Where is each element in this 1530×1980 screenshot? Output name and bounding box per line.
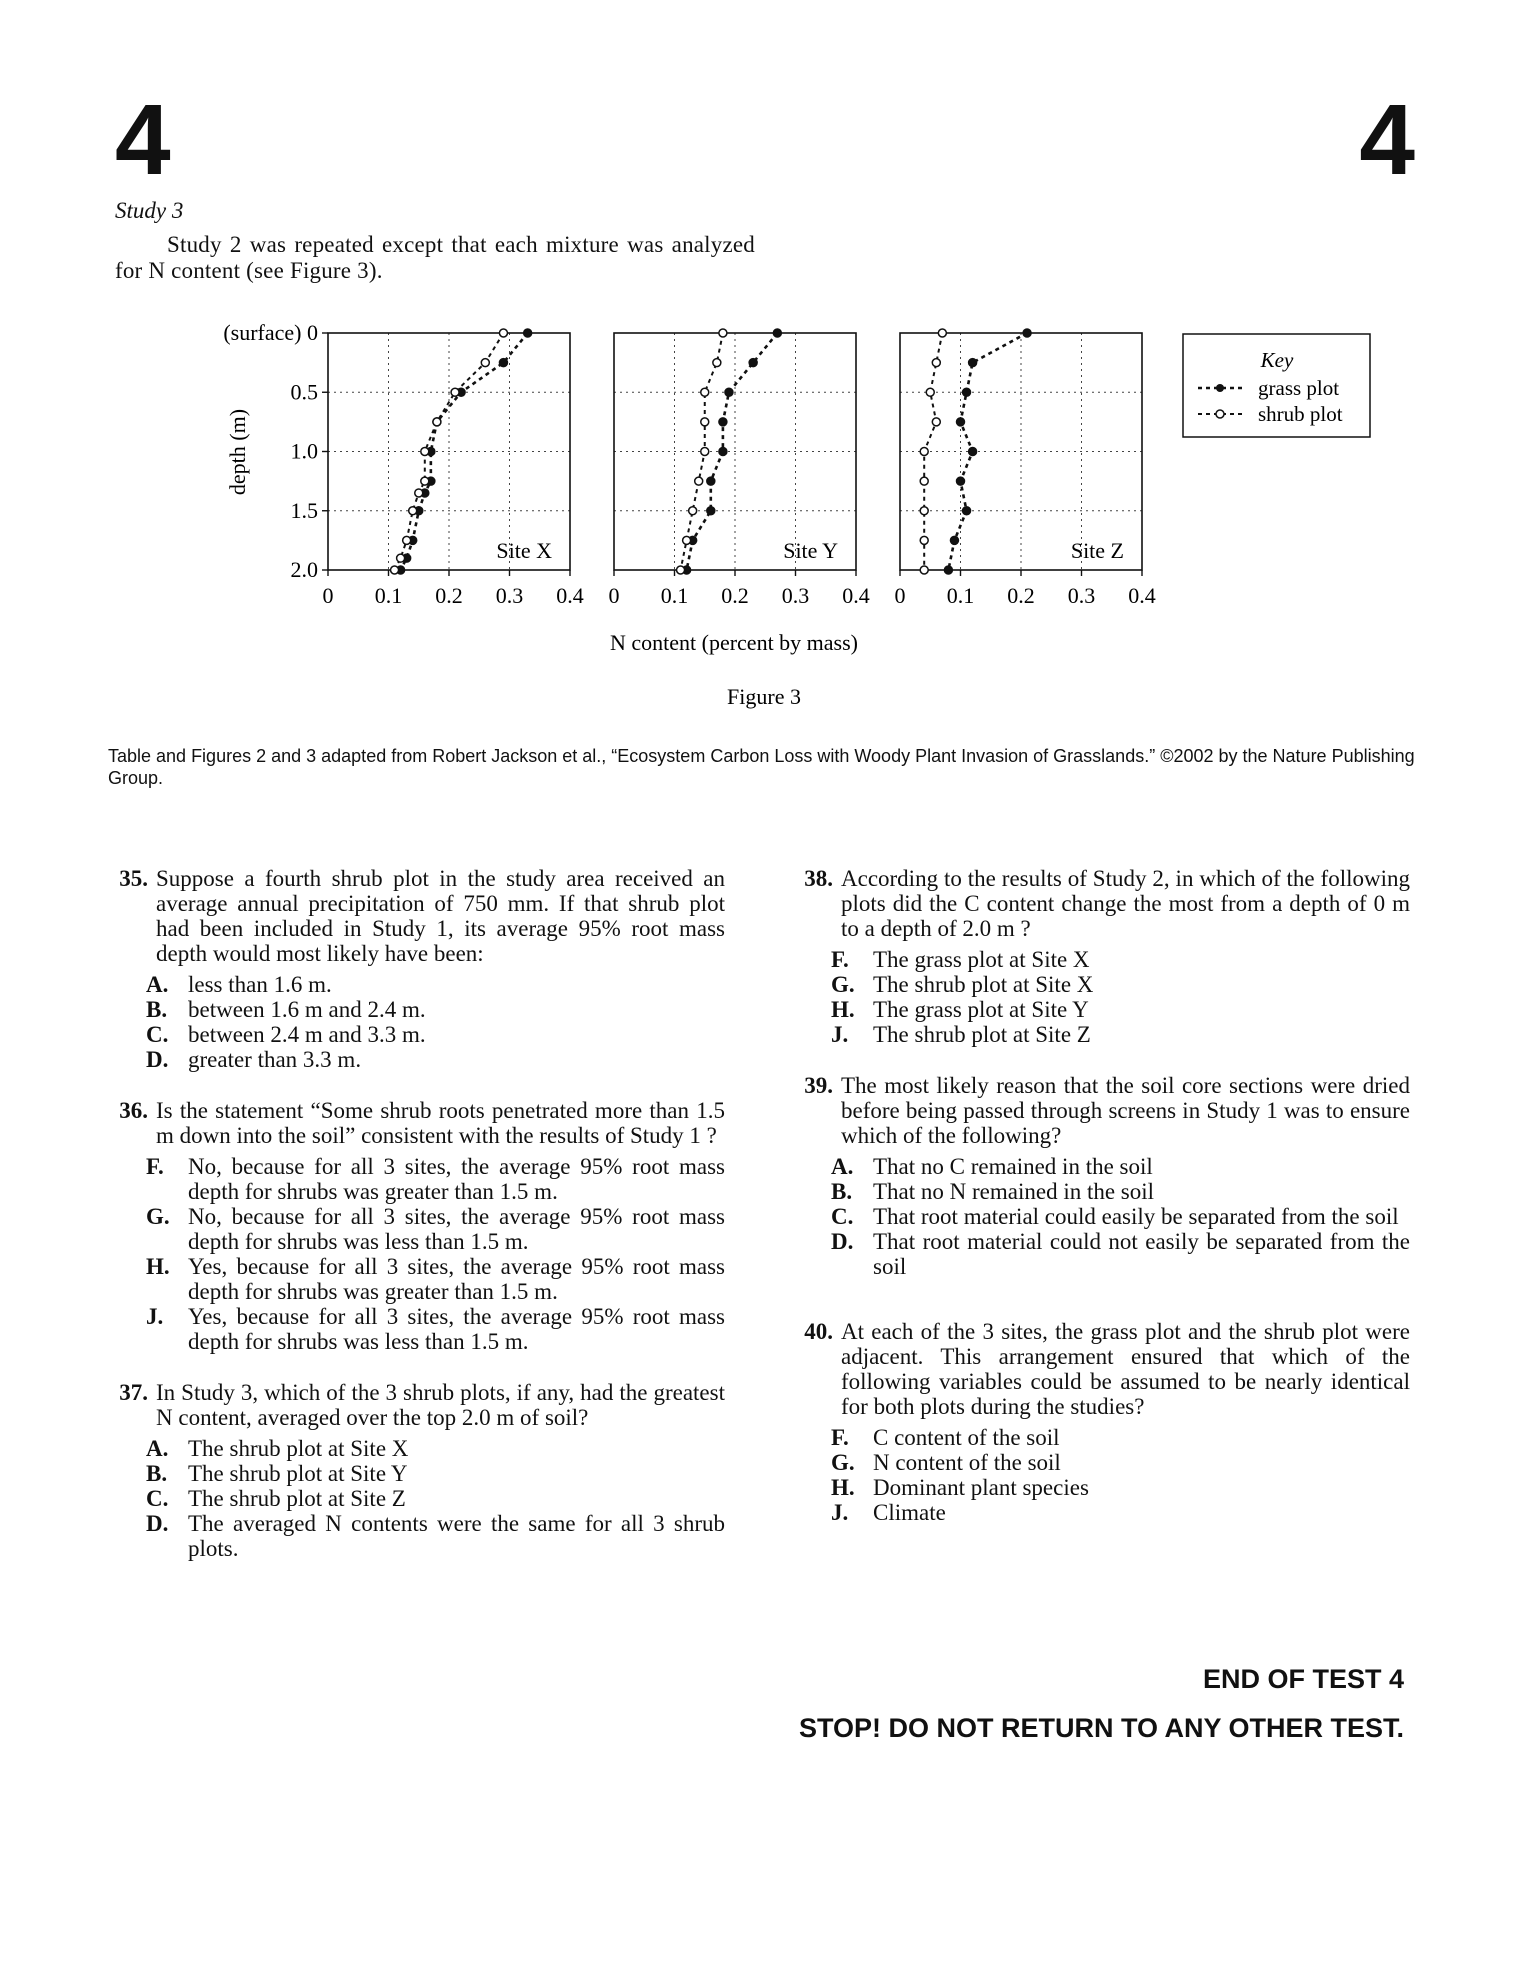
option-letter: A.: [831, 1154, 854, 1179]
option-text: greater than 3.3 m.: [188, 1047, 362, 1072]
option-letter: J.: [831, 1500, 849, 1525]
option-letter: B.: [146, 1461, 168, 1486]
question-text: At each of the 3 sites, the grass plot and the shrub plot were adjacent. This arrangement ensured that which of the following variables could be assumed to be nearly identical for both plots during the studies?: [841, 1319, 1410, 1419]
answer-option[interactable]: [831, 1154, 1410, 1179]
x-tick-label: 0.2: [1007, 583, 1035, 608]
grass-data-point: [969, 359, 977, 367]
answer-option[interactable]: [146, 1254, 725, 1304]
x-tick-label: 0.4: [1128, 583, 1156, 608]
option-letter: D.: [831, 1229, 854, 1254]
grass-data-point: [707, 477, 715, 485]
question-number: 35.: [119, 866, 148, 891]
shrub-data-point: [701, 418, 709, 426]
option-text: The shrub plot at Site Z: [188, 1486, 406, 1511]
option-letter: J.: [146, 1304, 164, 1329]
option-text: That no C remained in the soil: [873, 1154, 1153, 1179]
answer-option[interactable]: [146, 997, 725, 1022]
shrub-data-point: [689, 507, 697, 515]
option-text: The shrub plot at Site Y: [188, 1461, 408, 1486]
shrub-data-point: [701, 448, 709, 456]
option-text: The grass plot at Site X: [873, 947, 1090, 972]
grass-data-point: [944, 566, 952, 574]
answer-option[interactable]: [831, 1450, 1410, 1475]
question-40: [785, 1319, 1410, 1525]
grass-data-point: [773, 329, 781, 337]
question-text: The most likely reason that the soil core sections were dried before being passed through screens in Study 1 was to ensure which of the following?: [841, 1073, 1410, 1148]
x-tick-label: 0: [608, 583, 620, 608]
answer-option[interactable]: [146, 1154, 725, 1204]
question-number: 40.: [804, 1319, 833, 1344]
option-letter: F.: [146, 1154, 164, 1179]
option-letter: J.: [831, 1022, 849, 1047]
x-tick-label: 0.4: [556, 583, 584, 608]
option-text: C content of the soil: [873, 1425, 1060, 1450]
grass-data-point: [707, 507, 715, 515]
grass-data-point: [719, 418, 727, 426]
answer-option[interactable]: [146, 1486, 725, 1511]
shrub-data-point: [926, 388, 934, 396]
grass-data-point: [725, 388, 733, 396]
question-38: [785, 866, 1410, 1047]
option-text: between 2.4 m and 3.3 m.: [188, 1022, 426, 1047]
answer-option[interactable]: [146, 972, 725, 997]
option-text: less than 1.6 m.: [188, 972, 332, 997]
shrub-data-point: [683, 536, 691, 544]
option-text: Yes, because for all 3 sites, the average 95% root mass depth for shrubs was greater than 1.5 m.: [188, 1254, 725, 1304]
figure-credit: Table and Figures 2 and 3 adapted from Robert Jackson et al., “Ecosystem Carbon Loss with Woody Plant Invasion of Grasslands.” ©2002 by the Nature Publishing Group.: [108, 746, 1415, 788]
option-text: Yes, because for all 3 sites, the average 95% root mass depth for shrubs was less than 1.5 m.: [188, 1304, 725, 1354]
answer-option[interactable]: [146, 1047, 725, 1072]
answer-option[interactable]: [146, 1461, 725, 1486]
x-tick-label: 0.2: [435, 583, 463, 608]
answer-option[interactable]: [831, 947, 1410, 972]
page-number-left: 4: [115, 84, 171, 196]
option-letter: C.: [146, 1486, 169, 1511]
x-tick-label: 0: [322, 583, 334, 608]
option-letter: F.: [831, 1425, 849, 1450]
shrub-data-point: [451, 388, 459, 396]
legend-grass-marker: [1216, 384, 1224, 392]
option-letter: C.: [831, 1204, 854, 1229]
grass-data-point: [950, 536, 958, 544]
option-letter: B.: [831, 1179, 853, 1204]
option-text: between 1.6 m and 2.4 m.: [188, 997, 426, 1022]
option-letter: G.: [831, 1450, 855, 1475]
y-tick-label: 2.0: [290, 557, 318, 582]
study-description: Study 2 was repeated except that each mixture was analyzed for N content (see Figure 3).: [115, 232, 755, 283]
shrub-data-point: [397, 554, 405, 562]
shrub-data-point: [713, 359, 721, 367]
shrub-data-point: [932, 359, 940, 367]
option-text: That root material could easily be separated from the soil: [873, 1204, 1399, 1229]
end-of-test-heading: END OF TEST 4: [1202, 1664, 1404, 1694]
option-text: Dominant plant species: [873, 1475, 1089, 1500]
y-tick-label: 1.0: [290, 438, 318, 464]
shrub-data-point: [481, 359, 489, 367]
shrub-data-point: [499, 329, 507, 337]
question-number: 39.: [804, 1073, 833, 1098]
option-letter: G.: [831, 972, 855, 997]
grass-data-point: [499, 359, 507, 367]
option-text: That root material could not easily be separated from the soil: [873, 1229, 1410, 1279]
option-letter: C.: [146, 1022, 169, 1047]
shrub-data-point: [433, 418, 441, 426]
x-axis-label: N content (percent by mass): [609, 630, 859, 655]
figure-caption: Figure 3: [727, 684, 801, 709]
option-letter: H.: [146, 1254, 170, 1279]
grass-data-point: [963, 507, 971, 515]
grass-data-point: [957, 418, 965, 426]
shrub-data-point: [920, 507, 928, 515]
question-39: [785, 1073, 1410, 1279]
grass-data-point: [1023, 329, 1031, 337]
answer-option[interactable]: [831, 1204, 1410, 1229]
option-letter: G.: [146, 1204, 170, 1229]
shrub-data-point: [421, 448, 429, 456]
x-tick-label: 0.3: [781, 583, 810, 608]
shrub-data-point: [695, 477, 703, 485]
option-text: No, because for all 3 sites, the average 95% root mass depth for shrubs was less than 1.5 m.: [188, 1204, 725, 1254]
page-number-right: 4: [1359, 84, 1415, 196]
option-text: The grass plot at Site Y: [873, 997, 1089, 1022]
shrub-data-point: [403, 536, 411, 544]
shrub-data-point: [677, 566, 685, 574]
option-text: That no N remained in the soil: [873, 1179, 1155, 1204]
x-tick-label: 0.1: [374, 583, 403, 608]
x-tick-label: 0.1: [660, 583, 689, 608]
answer-option[interactable]: [146, 1022, 725, 1047]
stop-notice: STOP! DO NOT RETURN TO ANY OTHER TEST.: [798, 1713, 1404, 1743]
answer-option[interactable]: [146, 1436, 725, 1461]
option-letter: B.: [146, 997, 168, 1022]
grass-data-point: [969, 448, 977, 456]
answer-option[interactable]: [831, 1475, 1410, 1500]
questions-right-column: [785, 866, 1410, 1551]
shrub-data-point: [415, 489, 423, 497]
legend-shrub-marker: [1216, 410, 1224, 418]
answer-option[interactable]: [146, 1204, 725, 1254]
grass-data-point: [719, 448, 727, 456]
shrub-data-point: [719, 329, 727, 337]
grass-data-point: [963, 388, 971, 396]
x-tick-label: 0.4: [842, 583, 870, 608]
answer-option[interactable]: [831, 1500, 1410, 1525]
y-axis-label: depth (m): [225, 408, 250, 496]
shrub-data-point: [421, 477, 429, 485]
option-letter: D.: [146, 1047, 169, 1072]
question-text: Suppose a fourth shrub plot in the study area received an average annual precipitation of 750 mm. If that shrub plot had been included in Study 1, its average 95% root mass depth would most likely have been:: [156, 866, 725, 966]
option-letter: F.: [831, 947, 849, 972]
shrub-data-point: [920, 477, 928, 485]
grass-data-point: [749, 359, 757, 367]
x-tick-label: 0.3: [1067, 583, 1096, 608]
question-text: Is the statement “Some shrub roots penetrated more than 1.5 m down into the soil” consistent with the results of Study 1 ?: [156, 1098, 725, 1148]
shrub-data-point: [391, 566, 399, 574]
option-text: The averaged N contents were the same for all 3 shrub plots.: [188, 1511, 725, 1561]
answer-option[interactable]: [831, 1179, 1410, 1204]
option-text: The shrub plot at Site X: [188, 1436, 409, 1461]
option-letter: H.: [831, 1475, 855, 1500]
shrub-data-point: [938, 329, 946, 337]
x-tick-label: 0.2: [721, 583, 749, 608]
legend-grass-label: grass plot: [1258, 376, 1340, 400]
y-tick-label: 1.5: [290, 497, 318, 523]
option-letter: H.: [831, 997, 855, 1022]
shrub-data-point: [920, 566, 928, 574]
answer-option[interactable]: [146, 1511, 725, 1561]
y-tick-label: (surface) 0: [223, 320, 318, 345]
option-text: The shrub plot at Site Z: [873, 1022, 1091, 1047]
option-text: No, because for all 3 sites, the average 95% root mass depth for shrubs was greater than 1.5 m.: [188, 1154, 725, 1204]
option-text: N content of the soil: [873, 1450, 1061, 1475]
legend-title: Key: [1260, 348, 1294, 372]
question-37: [100, 1380, 725, 1561]
option-text: Climate: [873, 1500, 946, 1525]
panel-title: Site Z: [1070, 538, 1124, 563]
x-tick-label: 0: [894, 583, 906, 608]
x-tick-label: 0.1: [946, 583, 975, 608]
answer-option[interactable]: [831, 997, 1410, 1022]
option-letter: A.: [146, 1436, 169, 1461]
grass-data-point: [524, 329, 532, 337]
figure-3: [0, 310, 1530, 720]
question-number: 37.: [119, 1380, 148, 1405]
option-letter: A.: [146, 972, 169, 997]
answer-option[interactable]: [831, 1425, 1410, 1450]
questions-left-column: [100, 866, 725, 1587]
shrub-data-point: [920, 536, 928, 544]
option-letter: D.: [146, 1511, 169, 1536]
shrub-data-point: [409, 507, 417, 515]
question-number: 38.: [804, 866, 833, 891]
answer-option[interactable]: [831, 1229, 1410, 1279]
y-tick-label: 0.5: [290, 379, 318, 405]
study-title: Study 3: [115, 198, 184, 223]
shrub-data-point: [920, 448, 928, 456]
question-text: According to the results of Study 2, in which of the following plots did the C content change the most from a depth of 0 m to a depth of 2.0 m ?: [841, 866, 1410, 941]
answer-option[interactable]: [831, 972, 1410, 997]
panel-title: Site X: [496, 538, 552, 563]
answer-option[interactable]: [831, 1022, 1410, 1047]
chart-layer: [223, 320, 1155, 608]
chart-legend: [1183, 334, 1370, 437]
option-text: The shrub plot at Site X: [873, 972, 1094, 997]
grass-data-point: [957, 477, 965, 485]
panel-title: Site Y: [783, 538, 838, 563]
shrub-data-point: [932, 418, 940, 426]
answer-option[interactable]: [146, 1304, 725, 1354]
legend-shrub-label: shrub plot: [1258, 402, 1343, 426]
question-text: In Study 3, which of the 3 shrub plots, if any, had the greatest N content, averaged over the top 2.0 m of soil?: [156, 1380, 725, 1430]
question-36: [100, 1098, 725, 1354]
x-tick-label: 0.3: [495, 583, 524, 608]
question-number: 36.: [119, 1098, 148, 1123]
question-35: [100, 866, 725, 1072]
shrub-data-point: [701, 388, 709, 396]
